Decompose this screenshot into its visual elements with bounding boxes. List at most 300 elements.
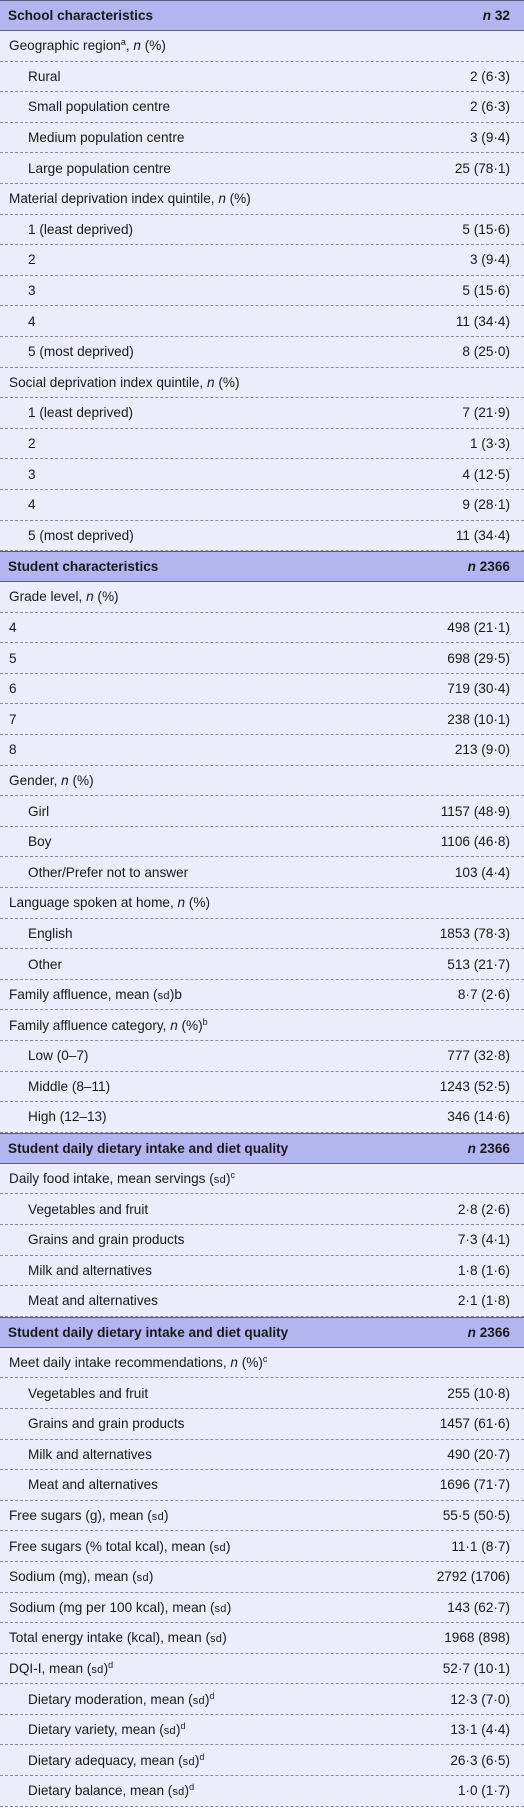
label-text: Small population centre	[28, 99, 171, 115]
category-row	[0, 582, 524, 613]
section-title: Student daily dietary intake and diet quality	[8, 1324, 289, 1340]
label-text: 5 (most deprived)	[28, 344, 134, 360]
item-row	[0, 276, 524, 307]
label-text: Dietary adequacy, mean (	[28, 1752, 183, 1768]
item-row	[0, 1684, 524, 1715]
row-value	[310, 1141, 524, 1156]
row-label	[0, 1202, 310, 1217]
row-value	[310, 222, 524, 237]
row-label	[0, 987, 310, 1002]
item-row	[0, 62, 524, 93]
n-symbol: n	[170, 1017, 178, 1033]
row-value	[310, 497, 524, 512]
cell-value: 1243 (52·5)	[439, 1078, 510, 1094]
n-symbol: n	[218, 191, 226, 207]
footnote-marker: d	[189, 1782, 195, 1793]
row-value	[310, 1477, 524, 1492]
label-text: Other/Prefer not to answer	[28, 864, 189, 880]
row-label	[0, 1355, 310, 1370]
table-row	[0, 1501, 524, 1532]
row-label	[0, 130, 310, 145]
cell-value: 3 (9·4)	[469, 130, 510, 146]
sd-abbrev: sd	[213, 1541, 226, 1554]
row-label	[0, 1692, 310, 1707]
row-label	[0, 497, 310, 512]
item-row	[0, 490, 524, 521]
row-label	[0, 559, 310, 574]
row-label	[0, 405, 310, 420]
row-value	[310, 161, 524, 176]
row-label	[0, 1018, 310, 1033]
row-label	[0, 865, 310, 880]
n-symbol: n	[467, 559, 476, 575]
n-symbol: n	[61, 772, 69, 788]
label-text: (%)	[214, 374, 240, 390]
label-text: English	[28, 925, 73, 941]
label-text: 3	[28, 466, 36, 482]
label-text: (%)	[68, 772, 94, 788]
cell-value: 698 (29·5)	[447, 650, 510, 666]
label-text: Dietary variety, mean (	[28, 1722, 164, 1738]
row-value	[310, 467, 524, 482]
label-text: )	[164, 1508, 169, 1524]
label-text: 4	[9, 619, 17, 635]
category-row	[0, 1010, 524, 1041]
row-label	[0, 926, 310, 941]
label-text: 1 (least deprived)	[28, 221, 134, 237]
cell-value: 1106 (46·8)	[440, 834, 510, 850]
row-label	[0, 38, 310, 53]
item-row	[0, 1745, 524, 1776]
row-label	[0, 528, 310, 543]
label-text: Grade level,	[9, 589, 87, 605]
row-label	[0, 191, 310, 206]
footnote-marker: d	[180, 1721, 186, 1732]
item-row	[0, 1256, 524, 1287]
table-row	[0, 1654, 524, 1685]
table-row	[0, 1593, 524, 1624]
label-text: 7	[9, 711, 17, 727]
section-header-row	[0, 1317, 524, 1348]
row-value	[310, 1661, 524, 1676]
label-text: (%)	[185, 895, 211, 911]
footnote-marker: c	[230, 1170, 236, 1181]
cell-value: 5 (15·6)	[462, 283, 510, 299]
item-row	[0, 398, 524, 429]
label-text: )	[204, 1691, 210, 1707]
row-label	[0, 681, 310, 696]
row-label	[0, 834, 310, 849]
label-text: 4	[28, 497, 36, 513]
label-text: )	[222, 1630, 227, 1646]
row-value	[310, 681, 524, 696]
row-value	[310, 1048, 524, 1063]
sd-abbrev: sd	[136, 1572, 149, 1585]
row-value	[310, 1325, 524, 1340]
row-label	[0, 1293, 310, 1308]
row-label	[0, 589, 310, 604]
row-value	[310, 651, 524, 666]
label-text: Rural	[28, 68, 61, 84]
label-text: Grains and grain products	[28, 1416, 185, 1432]
row-label	[0, 773, 310, 788]
label-text: Boy	[28, 834, 52, 850]
label-text: (%)	[177, 1017, 203, 1033]
footnote-marker: a	[120, 37, 126, 48]
sd-abbrev: sd	[192, 1694, 205, 1707]
row-label	[0, 69, 310, 84]
cell-value: 11·1 (8·7)	[451, 1538, 510, 1554]
label-text: Meat and alternatives	[28, 1477, 158, 1493]
label-text: Geographic region	[9, 38, 121, 54]
cell-value: 2792 (1706)	[436, 1569, 510, 1585]
label-text: 1 (least deprived)	[28, 405, 134, 421]
row-label	[0, 252, 310, 267]
cell-value: 5 (15·6)	[462, 221, 510, 237]
row-value	[310, 1508, 524, 1523]
label-text: 6	[9, 681, 17, 697]
label-text: ,	[125, 38, 134, 54]
item-row	[0, 1776, 524, 1807]
label-text: Dietary moderation, mean (	[28, 1691, 193, 1707]
row-label	[0, 1539, 310, 1554]
item-row	[0, 827, 524, 858]
footnote-marker: d	[199, 1751, 205, 1762]
footnote-marker: d	[209, 1690, 215, 1701]
row-value	[310, 987, 524, 1002]
cell-value: 52·7 (10·1)	[442, 1660, 510, 1676]
item-row	[0, 1286, 524, 1317]
row-value	[310, 8, 524, 23]
label-text: )	[175, 1722, 181, 1738]
cell-value: 1 (3·3)	[469, 436, 510, 452]
cell-value: 7·3 (4·1)	[457, 1232, 510, 1248]
label-text: Sodium (mg per 100 kcal), mean (	[9, 1599, 215, 1615]
cell-value: 3 (9·4)	[469, 252, 510, 268]
label-text: Material deprivation index quintile,	[9, 191, 219, 207]
row-value	[310, 1783, 524, 1798]
n-count: 32	[494, 8, 510, 23]
row-label	[0, 1508, 310, 1523]
row-value	[310, 712, 524, 727]
sd-abbrev: sd	[151, 1511, 164, 1524]
row-label	[0, 1109, 310, 1124]
cell-value: 2 (6·3)	[469, 99, 510, 115]
table-row	[0, 1623, 524, 1654]
cell-value: 1696 (71·7)	[439, 1477, 510, 1493]
row-label	[0, 1079, 310, 1094]
label-text: High (12–13)	[28, 1109, 107, 1125]
cell-value: 143 (62·7)	[447, 1599, 510, 1615]
label-text: Grains and grain products	[28, 1232, 185, 1248]
row-value	[310, 528, 524, 543]
label-text: Middle (8–11)	[28, 1078, 111, 1094]
item-row	[0, 1470, 524, 1501]
row-value	[310, 834, 524, 849]
row-value	[310, 1202, 524, 1217]
row-value	[310, 283, 524, 298]
item-row	[0, 1378, 524, 1409]
row-label	[0, 222, 310, 237]
cell-value: 12·3 (7·0)	[450, 1691, 510, 1707]
sd-abbrev: sd	[172, 1786, 185, 1799]
row-label	[0, 436, 310, 451]
label-text: Sodium (mg), mean (	[9, 1569, 137, 1585]
row-value	[310, 804, 524, 819]
label-text: )	[103, 1660, 109, 1676]
row-label	[0, 1447, 310, 1462]
item-row	[0, 123, 524, 154]
label-text: (%)	[140, 38, 166, 54]
row-value	[310, 1539, 524, 1554]
section-title: School characteristics	[8, 8, 154, 23]
table-row	[0, 643, 524, 674]
n-symbol: n	[133, 38, 141, 54]
label-text: 4	[28, 313, 36, 329]
cell-value: 346 (14·6)	[447, 1109, 510, 1125]
row-label	[0, 1753, 310, 1768]
label-text: Dietary balance, mean (	[28, 1783, 173, 1799]
cell-value: 55·5 (50·5)	[442, 1508, 510, 1524]
row-label	[0, 8, 310, 23]
sd-abbrev: sd	[163, 1725, 176, 1738]
row-label	[0, 804, 310, 819]
row-label	[0, 1630, 310, 1645]
row-label	[0, 314, 310, 329]
label-text: 8	[9, 742, 17, 758]
n-symbol: n	[482, 8, 492, 23]
item-row	[0, 857, 524, 888]
cell-value: 2 (6·3)	[469, 68, 510, 84]
sd-abbrev: sd	[91, 1663, 104, 1676]
item-row	[0, 1102, 524, 1133]
row-value	[310, 1600, 524, 1615]
cell-value: 26·3 (6·5)	[450, 1752, 510, 1768]
label-text: DQI-I, mean (	[9, 1660, 92, 1676]
row-value	[310, 1293, 524, 1308]
row-value	[310, 1722, 524, 1737]
row-value	[310, 436, 524, 451]
table-row	[0, 1562, 524, 1593]
item-row	[0, 1409, 524, 1440]
category-row	[0, 184, 524, 215]
category-row	[0, 766, 524, 797]
row-label	[0, 161, 310, 176]
cell-value: 7 (21·9)	[462, 405, 510, 421]
cell-value: 1968 (898)	[444, 1630, 510, 1646]
row-label	[0, 344, 310, 359]
section-header-row	[0, 551, 524, 582]
row-value	[310, 314, 524, 329]
row-value	[310, 1692, 524, 1707]
row-label	[0, 1048, 310, 1063]
label-text: Free sugars (% total kcal), mean (	[9, 1538, 214, 1554]
cell-value: 719 (30·4)	[447, 681, 510, 697]
label-text: Meat and alternatives	[28, 1293, 158, 1309]
item-row	[0, 949, 524, 980]
item-row	[0, 306, 524, 337]
item-row	[0, 1194, 524, 1225]
cell-value: 8·7 (2·6)	[457, 987, 510, 1003]
item-row	[0, 245, 524, 276]
cell-value: 213 (9·0)	[454, 742, 510, 758]
cell-value: 8 (25·0)	[462, 344, 510, 360]
row-label	[0, 620, 310, 635]
label-text: 2	[28, 436, 36, 452]
label-text: Meet daily intake recommendations,	[9, 1355, 231, 1371]
section-header-row	[0, 0, 524, 31]
row-label	[0, 467, 310, 482]
row-value	[310, 1263, 524, 1278]
label-text: Family affluence category,	[9, 1017, 171, 1033]
sd-abbrev: sd	[213, 1174, 226, 1187]
table-row	[0, 674, 524, 705]
label-text: )	[194, 1752, 200, 1768]
label-text: Girl	[28, 803, 50, 819]
label-text: (%)	[93, 589, 119, 605]
label-text: Medium population centre	[28, 130, 185, 146]
row-label	[0, 1325, 310, 1340]
label-text: )b	[169, 987, 182, 1003]
row-label	[0, 1232, 310, 1247]
label-text: Free sugars (g), mean (	[9, 1508, 152, 1524]
cell-value: 13·1 (4·4)	[450, 1722, 510, 1738]
n-count: 2366	[479, 1140, 510, 1156]
row-value	[310, 405, 524, 420]
row-label	[0, 1569, 310, 1584]
cell-value: 11 (34·4)	[455, 313, 510, 329]
label-text: (%)	[237, 1355, 263, 1371]
table-row	[0, 735, 524, 766]
row-value	[310, 620, 524, 635]
item-row	[0, 521, 524, 552]
cell-value: 2·8 (2·6)	[457, 1201, 510, 1217]
section-title: Student daily dietary intake and diet quality	[8, 1140, 289, 1156]
category-row	[0, 31, 524, 62]
item-row	[0, 92, 524, 123]
label-text: 2	[28, 252, 36, 268]
item-row	[0, 153, 524, 184]
item-row	[0, 459, 524, 490]
cell-value: 25 (78·1)	[454, 160, 510, 176]
cell-value: 498 (21·1)	[447, 619, 510, 635]
cell-value: 1853 (78·3)	[439, 925, 510, 941]
sd-abbrev: sd	[182, 1755, 195, 1768]
row-value	[310, 99, 524, 114]
row-value	[310, 130, 524, 145]
row-value	[310, 926, 524, 941]
category-row	[0, 888, 524, 919]
sd-abbrev: sd	[214, 1602, 227, 1615]
row-label	[0, 1386, 310, 1401]
table-row	[0, 613, 524, 644]
label-text: )	[225, 1538, 231, 1554]
label-text: 5 (most deprived)	[28, 527, 134, 543]
label-text: Milk and alternatives	[28, 1446, 152, 1462]
item-row	[0, 1072, 524, 1103]
label-text: Vegetables and fruit	[28, 1201, 149, 1217]
n-symbol: n	[467, 1324, 476, 1340]
category-row	[0, 368, 524, 399]
sd-abbrev: sd	[209, 1633, 223, 1646]
table-row	[0, 704, 524, 735]
row-value	[310, 1753, 524, 1768]
cell-value: 1457 (61·6)	[439, 1416, 510, 1432]
row-label	[0, 1477, 310, 1492]
n-count: 2366	[479, 1324, 510, 1340]
row-label	[0, 1416, 310, 1431]
label-text: Total energy intake (kcal), mean (	[9, 1630, 210, 1646]
row-value	[310, 1630, 524, 1645]
row-value	[310, 1569, 524, 1584]
table-row	[0, 1531, 524, 1562]
label-text: )	[226, 1599, 232, 1615]
cell-value: 2·1 (1·8)	[457, 1293, 510, 1309]
row-label	[0, 99, 310, 114]
item-row	[0, 337, 524, 368]
cell-value: 11 (34·4)	[455, 527, 510, 543]
table-row	[0, 980, 524, 1011]
label-text: Language spoken at home,	[9, 895, 178, 911]
n-symbol: n	[207, 374, 215, 390]
label-text: (%)	[225, 191, 251, 207]
cell-value: 238 (10·1)	[447, 711, 510, 727]
item-row	[0, 1440, 524, 1471]
label-text: )	[184, 1783, 190, 1799]
n-symbol: n	[177, 895, 186, 911]
row-label	[0, 1722, 310, 1737]
row-label	[0, 1600, 310, 1615]
label-text: Social deprivation index quintile,	[9, 374, 207, 390]
cell-value: 490 (20·7)	[447, 1446, 510, 1462]
row-label	[0, 712, 310, 727]
row-value	[310, 69, 524, 84]
item-row	[0, 796, 524, 827]
row-value	[310, 957, 524, 972]
n-symbol: n	[467, 1140, 476, 1156]
label-text: Large population centre	[28, 160, 171, 176]
section-header-row	[0, 1133, 524, 1164]
cell-value: 1157 (48·9)	[440, 803, 510, 819]
cell-value: 255 (10·8)	[447, 1385, 510, 1401]
label-text: Milk and alternatives	[28, 1262, 152, 1278]
row-value	[310, 1232, 524, 1247]
row-value	[310, 1109, 524, 1124]
row-label	[0, 1141, 310, 1156]
row-value	[310, 1416, 524, 1431]
item-row	[0, 429, 524, 460]
label-text: 5	[9, 650, 17, 666]
item-row	[0, 1225, 524, 1256]
cell-value: 9 (28·1)	[462, 497, 510, 513]
sd-abbrev: sd	[157, 990, 170, 1003]
row-label	[0, 1783, 310, 1798]
n-count: 2366	[479, 559, 510, 575]
row-label	[0, 895, 310, 910]
cell-value: 513 (21·7)	[447, 956, 510, 972]
cell-value: 1·0 (1·7)	[457, 1783, 510, 1799]
footnote-marker: b	[202, 1016, 208, 1027]
label-text: Vegetables and fruit	[28, 1385, 149, 1401]
row-value	[310, 559, 524, 574]
row-value	[310, 252, 524, 267]
row-value	[310, 742, 524, 757]
cell-value: 4 (12·5)	[462, 466, 510, 482]
row-value	[310, 865, 524, 880]
category-row	[0, 1348, 524, 1379]
row-label	[0, 742, 310, 757]
row-label	[0, 375, 310, 390]
